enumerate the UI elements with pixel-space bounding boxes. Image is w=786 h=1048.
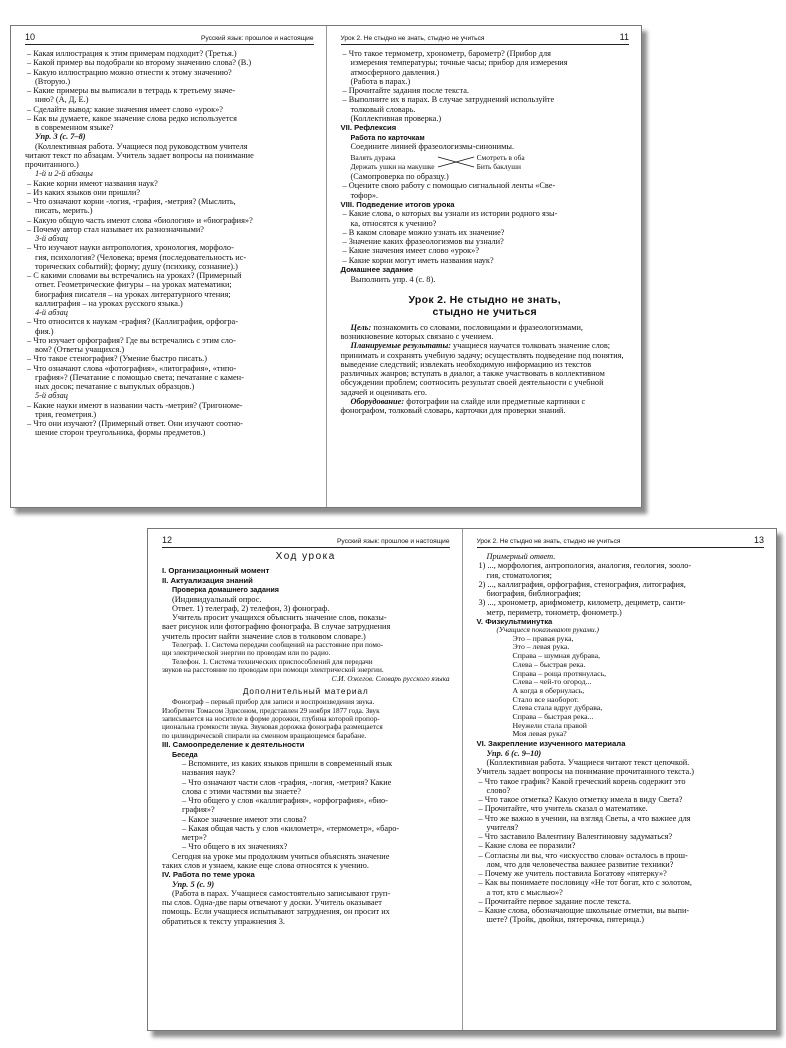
text-line: Соедините линией фразеологизмы-синонимы. xyxy=(350,141,515,151)
text-line: – Что изучают науки антропология, хронология, морфоло- xyxy=(27,243,234,253)
phrase-left-1: Валять дурака xyxy=(350,152,396,162)
text-line: метр, периметр, тонометр, фонометр.) xyxy=(486,607,622,617)
text-line: (Учащиеся показывают руками.) xyxy=(496,625,599,635)
running-title: Русский язык: прошлое и настоящие xyxy=(336,538,450,545)
text-line: VI. Закрепление изученного материала xyxy=(476,739,626,749)
text-line: Сегодня на уроке мы продолжим учиться объяснять значение xyxy=(172,851,390,861)
text-line: – Какую иллюстрацию можно отнести к этому значению? xyxy=(27,67,232,77)
text-line: учитель просит найти значение слов в толковом словаре.) xyxy=(162,631,366,641)
text-line: циональна громкости звука. Звуковая дорожка фонографа размещается xyxy=(162,722,383,732)
block-b xyxy=(162,698,450,926)
page-header xyxy=(477,535,765,548)
text-line: 3) ..., хронометр, арифмометр, километр, дециметр, санти- xyxy=(478,598,686,608)
text-line: Проверка домашнего задания xyxy=(172,585,279,595)
section-heading: Ход урока xyxy=(275,551,336,562)
results-text: учащиеся научатся толковать значение слов; принимать и сохранять учебную задачу; осуществлять подведение под понятия, выведение следствий; извлекать необходимую информацию из текстов различных жанров; вступать в диалог, а также участвовать в коллективном обсуждении проблем; соотносить результат своей деятельности с учебной задачей и оценивать его. xyxy=(340,341,624,397)
text-line: 4-й абзац xyxy=(35,308,68,317)
lesson-equipment xyxy=(341,397,630,416)
text-line: Телеграф. 1. Система передачи сообщений на расстояние при помо- xyxy=(172,639,384,649)
text-line: – Какие науки имеют в названии часть -метрия? (Тригономе- xyxy=(27,400,243,410)
text-line: 3-й абзац xyxy=(35,234,68,243)
equipment-text: фотографии на слайде или предметные картинки с фонографом, толковый словарь, карточки для проверки знаний. xyxy=(340,396,586,416)
phrase-left-2: Держать ушки на макушке xyxy=(350,161,435,171)
text-line: нию? (А, Д, Е.) xyxy=(35,95,89,105)
text-line: – Что общего в их значениях? xyxy=(182,842,288,852)
text-line: Телефон. 1. Система технических приспособлений для передачи xyxy=(172,656,373,666)
text-line: Фонограф – первый прибор для записи и воспроизведения звука. xyxy=(172,697,375,707)
text-line: слова с этими частями вы знаете? xyxy=(182,786,301,796)
page-10 xyxy=(11,26,326,507)
text-line: щи электрической энергии по проводам или по радио. xyxy=(162,648,331,658)
block-a xyxy=(162,566,450,683)
text-line: – Почему же учитель поставила Богатову «пятерку»? xyxy=(478,869,667,879)
text-line: метр»? xyxy=(182,833,207,843)
text-line: вает рисунок или фотографию фонографа. В случае затруднения xyxy=(162,622,391,632)
text-line: – Что такое отметка? Какую отметку имела в виду Света? xyxy=(478,795,683,805)
block-b xyxy=(341,172,630,284)
page-number: 12 xyxy=(162,535,173,545)
text-line: Выполнить упр. 4 (с. 8). xyxy=(350,274,436,284)
top-page-spread xyxy=(10,25,642,508)
text-line: V. Физкультминутка xyxy=(476,616,553,626)
poem-line: Слева – чей-то огород... xyxy=(512,677,592,687)
text-line: помощь. Если учащиеся испытывают затруднения, он просит их xyxy=(162,907,390,917)
text-line: – Какие слова, о которых вы узнали из истории родного язы- xyxy=(342,209,558,219)
lesson-title-line-1: Урок 2. Не стыдно не знать, xyxy=(408,293,562,306)
text-line: а тот, кто с мыслью»? xyxy=(486,887,563,897)
phrase-right-2: Бить баклуши xyxy=(476,161,521,171)
poem-line: А когда я обернулась, xyxy=(512,685,585,695)
text-line: (Вторую.) xyxy=(35,76,71,86)
text-line: (Работа в парах. Учащиеся самостоятельно записывают груп- xyxy=(172,888,391,898)
text-line: – Что заставило Валентину Валентиновну задуматься? xyxy=(478,832,673,842)
text-line: читают текст по абзацам. Учитель задает вопросы на понимание xyxy=(25,150,254,160)
text-line: – Что относится к наукам -графия? (Каллиграфия, орфогра- xyxy=(27,317,238,327)
text-line: (Коллективная работа. Учащиеся читают текст цепочкой. xyxy=(486,758,690,768)
text-line: – Что же важно в учении, на взгляд Светы, а что важнее для xyxy=(478,813,691,823)
text-line: (Самопроверка по образцу.) xyxy=(350,172,449,182)
text-line: – Прочитайте первое задание после текста. xyxy=(478,896,631,906)
page-header xyxy=(341,32,630,45)
page-number: 11 xyxy=(619,32,629,42)
page-body xyxy=(341,49,630,415)
text-line: звуков на расстояние по проводам при помощи электрической энергии. xyxy=(162,665,384,675)
text-line: – Какую общую часть имеют слова «биология» и «биография»? xyxy=(27,215,253,225)
block-a xyxy=(341,49,630,151)
text-line: шете? (Тройк, двойки, пятерочка, пятерица.) xyxy=(486,915,645,925)
text-line: – Что общего у слов «каллиграфия», «орфография», «био- xyxy=(182,796,388,806)
text-line: атмосферного давления.) xyxy=(350,67,440,77)
text-line: Учитель задает вопросы на понимание прочитанного текста.) xyxy=(476,767,695,777)
text-line: Работа по карточкам xyxy=(350,132,425,142)
text-line: таких слов и узнаем, какие еще слова относятся к учению. xyxy=(162,860,369,870)
text-line: – Какая иллюстрация к этим примерам подходит? (Третья.) xyxy=(27,49,237,58)
lesson-results xyxy=(341,341,630,397)
page-13 xyxy=(462,529,777,1030)
text-line: 2) ..., каллиграфия, орфография, стенография, литография, xyxy=(478,579,686,589)
text-line: – Оцените свою работу с помощью сигнальной ленты «Све- xyxy=(342,181,556,191)
poem-line: Это – левая рука. xyxy=(512,642,570,652)
text-line: пы слов. Одна-две пары отвечают у доски. Учитель оказывает xyxy=(162,898,382,908)
page-body xyxy=(162,552,450,926)
goal-text: познакомить со словами, пословицами и фразеологизмами, возникновение которых связано с учением. xyxy=(340,322,583,342)
text-line: Примерный ответ. xyxy=(486,552,556,561)
text-line: лом, что для человечества важнее развитие техники? xyxy=(486,859,674,869)
text-line: – Что такое график? Какой греческий корень содержит это xyxy=(478,776,686,786)
text-line: – Что означают слова «фотография», «литография», «типо- xyxy=(27,363,237,373)
text-line: трия, геометрия.) xyxy=(35,409,97,419)
text-line: в современном языке? xyxy=(35,123,114,132)
text-line: биография писателя – на уроках литературного чтения; xyxy=(35,289,231,299)
text-line: Домашнее задание xyxy=(340,264,414,274)
text-line: гия, стоматология; xyxy=(486,570,552,580)
text-line: – Как вы понимаете пословицу «Не тот богат, кто с золотом, xyxy=(478,878,692,888)
text-line: вом? (Ответы учащихся.) xyxy=(35,345,125,354)
page-body xyxy=(25,49,314,438)
text-line: II. Актуализация знаний xyxy=(162,575,253,585)
text-line: (Коллективная проверка.) xyxy=(350,113,442,123)
page-11 xyxy=(326,26,642,507)
text-line: Учитель просит учащихся объяснить значение слов, показы- xyxy=(172,613,387,623)
text-line: ответ. Геометрические фигуры – на уроках математики; xyxy=(35,280,232,290)
equipment-label: Оборудование: xyxy=(350,396,405,406)
poem-line: Неужели стала правой xyxy=(512,720,587,730)
text-line: – Что означают корни -логия, -графия, -метрия? (Мыслить, xyxy=(27,197,236,206)
poem-line: Справа – шумная дубрава, xyxy=(512,651,601,661)
results-label: Планируемые результаты: xyxy=(350,341,451,351)
running-title: Урок 2. Не стыдно не знать, стыдно не учиться xyxy=(476,538,621,545)
text-line: – Вспомните, из каких языков пришли в современный язык xyxy=(182,759,393,769)
text-line: записывается на носителе в форме дорожки, глубина которой пропор- xyxy=(162,714,380,724)
text-line: VII. Рефлексия xyxy=(340,123,397,132)
text-line: – Что означают части слов -графия, -логия, -метрия? Какие xyxy=(182,777,392,787)
running-title: Русский язык: прошлое и настоящие xyxy=(200,35,314,42)
text-line: – Какие слова ее поразили? xyxy=(478,841,576,851)
poem-line: Это – правая рука, xyxy=(512,633,574,643)
text-line: Упр. 6 (с. 9–10) xyxy=(486,748,542,758)
text-line: – Значение каких фразеологизмов вы узнали? xyxy=(342,237,504,247)
text-line: – В каком словаре можно узнать их значение? xyxy=(342,227,505,237)
poem-line: Стало все наоборот. xyxy=(512,694,579,704)
block-b xyxy=(477,739,765,924)
text-line: – Почему автор стал называет их разнозначными? xyxy=(27,224,204,234)
page-number: 10 xyxy=(25,32,36,42)
phraseology-matching-figure xyxy=(341,151,630,172)
block-a xyxy=(477,552,765,635)
text-line: ка, относятся к учению? xyxy=(350,218,437,228)
text-line: – Какие корни могут иметь названия наук? xyxy=(342,255,494,265)
text-line: – С какими словами вы встречались на уроках? (Примерный xyxy=(27,271,242,280)
text-line: – Какие примеры вы выписали в тетрадь к третьему значе- xyxy=(27,86,236,95)
text-line: IV. Работа по теме урока xyxy=(162,870,255,880)
text-line: 1-й и 2-й абзацы xyxy=(35,169,93,179)
text-line: – Какая общая часть у слов «километр», «термометр», «баро- xyxy=(182,823,400,833)
text-line: шение сторон треугольника, формы предметов.) xyxy=(35,428,206,438)
lesson-title xyxy=(341,294,630,318)
text-line: – Выполните их в парах. В случае затруднений используйте xyxy=(342,95,555,105)
text-line: – Согласны ли вы, что «искусство слова» осталось в прош- xyxy=(478,850,688,860)
poem-line: Слева стала вдруг дубрава, xyxy=(512,703,603,713)
text-line: VIII. Подведение итогов урока xyxy=(340,199,455,209)
text-line: – Какие слова, обозначающие школьные отметки, вы выпи- xyxy=(478,906,690,916)
text-line: – Что такое стенография? (Умение быстро писать.) xyxy=(27,354,208,364)
page-header xyxy=(25,32,314,45)
text-line: каллиграфия – на уроках русского языка.) xyxy=(35,298,183,308)
text-line: – Какое значение имеют эти слова? xyxy=(182,814,307,824)
text-line: (Коллективная работа. Учащиеся под руководством учителя xyxy=(35,141,248,151)
text-line: Ответ. 1) телеграф, 2) телефон, 3) фонограф. xyxy=(172,603,330,613)
text-line: учителя? xyxy=(486,822,519,832)
text-line: – Из каких языков они пришли? xyxy=(27,187,141,197)
text-line: – Какой пример вы подобрали ко второму значению слова? (В.) xyxy=(27,58,252,68)
matching-lines xyxy=(437,153,475,171)
text-line: – Сделайте вывод: какие значения имеет слово «урок»? xyxy=(27,104,223,114)
poem-line: Справа – быстрая река... xyxy=(512,712,594,722)
text-line: – Как вы думаете, какое значение слова редко используется xyxy=(27,113,237,123)
poem xyxy=(477,635,765,739)
text-line: по цилиндрической спирали на сменном вращающемся барабане. xyxy=(162,730,367,740)
text-line: III. Самоопределение к деятельности xyxy=(162,740,305,750)
text-line: С.И. Ожегов. Словарь русского языка xyxy=(331,673,450,683)
text-line: Беседа xyxy=(172,749,198,759)
text-line: ных досок; печатание с выпуклых образцов.) xyxy=(35,382,195,391)
text-line: слово? xyxy=(486,785,511,795)
text-line: – Что они изучают? (Примерный ответ. Они изучают соотно- xyxy=(27,419,243,428)
text-line: графия»? xyxy=(182,805,215,815)
text-line: Упр. 3 (с. 7–8) xyxy=(35,132,86,142)
text-line: измерения температуры; точные часы; прибор для измерения xyxy=(350,58,568,68)
text-line: 5-й абзац xyxy=(35,391,68,401)
text-line: 1) ..., морфология, антропология, аналогия, геология, зооло- xyxy=(478,561,692,571)
poem-line: Слева – быстрая река. xyxy=(512,659,586,669)
text-line: гия, психология? (Человека; время (последовательность ис- xyxy=(35,252,247,262)
text-line: – Прочитайте, что учитель сказал о математике. xyxy=(478,804,648,814)
text-line: прочитанного.) xyxy=(25,160,79,169)
running-title: Урок 2. Не стыдно не знать, стыдно не учиться xyxy=(340,35,485,42)
text-line: – Прочитайте задания после текста. xyxy=(342,86,469,95)
text-line: – Что такое термометр, хронометр, барометр? (Прибор для xyxy=(342,49,551,58)
text-line: (Индивидуальный опрос. xyxy=(172,594,262,604)
text-line: обратиться к тексту упражнения 3. xyxy=(162,916,285,926)
text-line: (Работа в парах.) xyxy=(350,76,411,86)
page-header xyxy=(162,535,450,548)
bottom-page-spread xyxy=(147,528,777,1031)
text-line: фия.) xyxy=(35,326,54,336)
poem-line: Моя левая рука? xyxy=(512,729,567,739)
extra-material-heading: Дополнительный материал xyxy=(242,685,369,696)
page-12 xyxy=(148,529,462,1030)
text-line: – Какие значения имеет слово «урок»? xyxy=(342,246,480,256)
lesson-title-line-2: стыдно не учиться xyxy=(432,305,537,318)
page-body xyxy=(477,552,765,925)
text-line: графия»? (Печатание с помощью света; печатание с камен- xyxy=(35,372,244,382)
text-line: Изобретен Томасом Эдисоном, представлен 29 ноября 1877 года. Звук xyxy=(162,705,380,715)
phrase-right-1: Смотреть в оба xyxy=(476,152,525,162)
text-line: названия наук? xyxy=(182,768,236,778)
lesson-goal xyxy=(341,323,630,342)
text-line: биография, библиография; xyxy=(486,589,581,598)
goal-label: Цель: xyxy=(350,322,372,332)
text-line: – Какие корни имеют названия наук? xyxy=(27,178,158,188)
page-number: 13 xyxy=(753,535,764,545)
poem-line: Справа – роща протянулась, xyxy=(512,668,607,678)
text-line: Упр. 5 (с. 9) xyxy=(172,879,215,889)
text-line: I. Организационный момент xyxy=(162,566,270,576)
text-line: тофор». xyxy=(350,190,379,200)
text-line: торических событий); форму; душу (психику, сознание).) xyxy=(35,261,238,271)
text-line: – Что изучает орфография? Где вы встречались с этим сло- xyxy=(27,335,236,345)
text-line: толковый словарь. xyxy=(350,104,416,114)
text-line: писать, мерить.) xyxy=(35,206,93,216)
